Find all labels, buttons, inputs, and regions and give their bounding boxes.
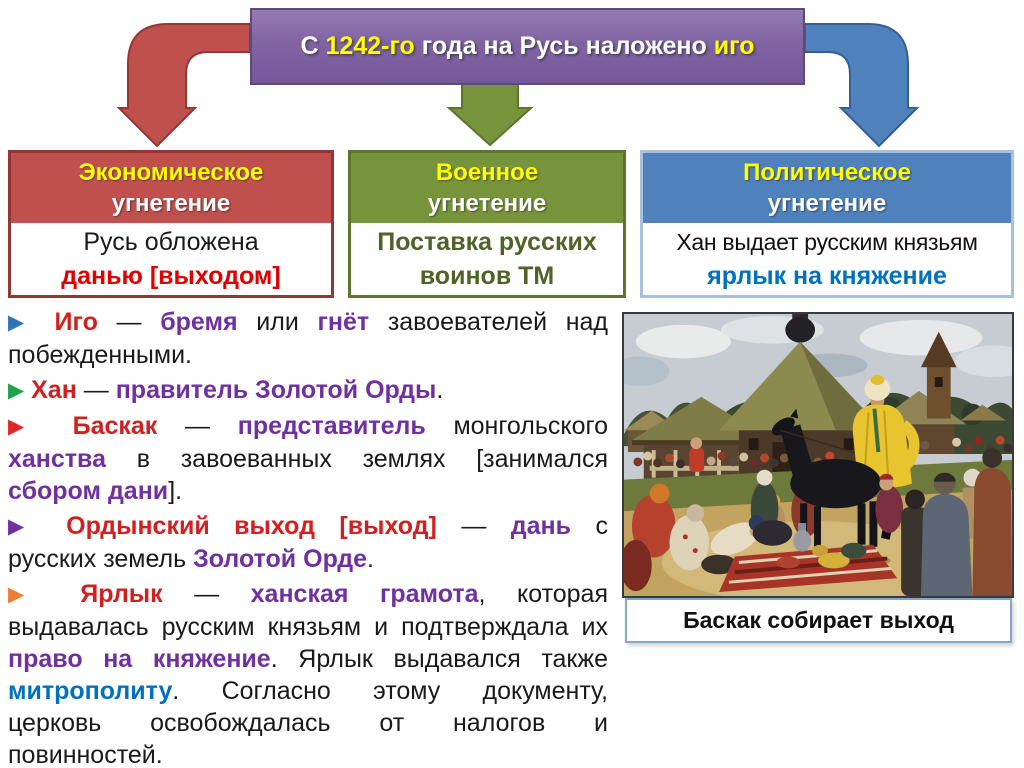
definition-line: [8, 707, 608, 739]
title-banner-text: [301, 32, 755, 61]
category-body-line: [83, 225, 258, 259]
definition-line: [8, 443, 608, 475]
title-banner: [250, 8, 805, 85]
text-segment: . Ярлык выдавался также: [270, 645, 608, 673]
category-title-line: угнетение: [767, 190, 887, 217]
definition-line: [8, 510, 608, 543]
text-segment: —: [116, 308, 142, 336]
definitions-list: [8, 306, 608, 768]
definition-line: [8, 675, 608, 707]
category-body-line: [676, 225, 977, 259]
category-body-line: [377, 225, 597, 259]
text-segment: или: [256, 308, 299, 336]
category-body: [643, 223, 1011, 295]
definition-line: [8, 306, 608, 339]
text-segment: —: [185, 412, 211, 440]
category-body: [11, 223, 331, 295]
category-body-line: [707, 259, 947, 293]
text-segment: . Согласно этому документу,: [172, 677, 608, 705]
text-segment: повинностей.: [8, 741, 163, 768]
painting-scene: [624, 314, 1012, 596]
category-body-line: [61, 259, 280, 293]
category-header: [643, 153, 1011, 223]
text-segment: представитель: [237, 412, 426, 440]
category-title-line: Военное: [435, 159, 539, 186]
banner-segment: С: [300, 32, 326, 60]
text-segment: —: [194, 580, 220, 608]
definition-line: [8, 611, 608, 643]
category-header: [11, 153, 331, 223]
text-segment: Ордынский выход [выход]: [66, 512, 437, 540]
text-segment: Золотой Орде: [193, 545, 367, 573]
definition-line: [8, 339, 608, 371]
text-segment: бремя: [160, 308, 238, 336]
banner-segment: иго: [713, 32, 755, 60]
text-segment: данью [выходом]: [61, 262, 281, 290]
category-title-line: Политическое: [743, 159, 911, 186]
text-segment: воинов ТМ: [419, 262, 555, 290]
text-segment: гнёт: [317, 308, 370, 336]
category-body: [351, 223, 623, 295]
category-box-economic: [8, 150, 334, 298]
text-segment: —: [461, 512, 487, 540]
text-segment: право на княжение: [8, 645, 271, 673]
text-segment: Иго: [54, 308, 98, 336]
text-segment: в завоеванных землях [занимался: [136, 445, 608, 473]
definition-item: [8, 578, 608, 768]
text-segment: Баскак: [72, 412, 158, 440]
text-segment: Ярлык: [80, 580, 163, 608]
definition-item: [8, 306, 608, 371]
definition-item: [8, 410, 608, 507]
text-segment: Хан выдает русским князьям: [676, 229, 978, 255]
category-header: [351, 153, 623, 223]
text-segment: —: [83, 376, 109, 404]
text-segment: .: [436, 376, 444, 404]
baskaki-painting: [622, 312, 1014, 598]
definition-line: [8, 543, 608, 575]
text-segment: дань: [510, 512, 572, 540]
definition-line: [8, 410, 608, 443]
text-segment: ].: [168, 477, 183, 505]
painting-caption-text: Баскак собирает выход: [683, 607, 954, 633]
painting-caption: [625, 598, 1012, 643]
definition-line: [8, 739, 608, 768]
category-box-military: [348, 150, 626, 298]
category-title-line: угнетение: [111, 190, 231, 217]
green-down-arrow: [449, 84, 531, 145]
text-segment: Поставка русских: [377, 228, 597, 256]
red-elbow-arrow: [119, 24, 250, 146]
text-segment: .: [367, 545, 374, 573]
text-segment: Русь обложена: [83, 228, 259, 256]
text-segment: Хан: [31, 376, 77, 404]
bullet-arrow-icon: ▶: [8, 583, 49, 606]
text-segment: завоевателей над: [387, 308, 609, 336]
definition-item: [8, 510, 608, 575]
text-segment: ханства: [8, 445, 106, 473]
banner-segment: 1242-го: [325, 32, 415, 60]
text-segment: церковь освобождалась от налогов и: [8, 709, 608, 737]
text-segment: русских земель: [8, 545, 187, 573]
text-segment: выдавалась русским князьям и подтверждала их: [8, 613, 608, 641]
text-segment: , которая: [478, 580, 608, 608]
definition-line: [8, 643, 608, 675]
banner-segment: года на Русь наложено: [414, 32, 714, 60]
category-body-line: [420, 259, 554, 293]
text-segment: митрополиту: [8, 677, 173, 705]
text-segment: с: [595, 512, 608, 540]
text-segment: ханская грамота: [250, 580, 479, 608]
category-title-line: угнетение: [427, 190, 547, 217]
definition-line: [8, 578, 608, 611]
blue-elbow-arrow: [805, 24, 917, 146]
text-segment: монгольского: [453, 412, 608, 440]
category-box-political: [640, 150, 1014, 298]
text-segment: побежденными.: [8, 341, 192, 369]
text-segment: ярлык на княжение: [707, 262, 947, 290]
bullet-arrow-icon: ▶: [8, 311, 36, 334]
definition-item: [8, 374, 608, 407]
text-segment: правитель Золотой Орды: [115, 376, 437, 404]
bullet-arrow-icon: ▶: [8, 415, 45, 438]
bullet-arrow-icon: ▶: [8, 515, 42, 538]
definition-line: [8, 475, 608, 507]
category-title-line: Экономическое: [78, 159, 264, 186]
bullet-arrow-icon: ▶: [8, 379, 25, 402]
text-segment: сбором дани: [8, 477, 169, 505]
definition-line: [8, 374, 608, 407]
